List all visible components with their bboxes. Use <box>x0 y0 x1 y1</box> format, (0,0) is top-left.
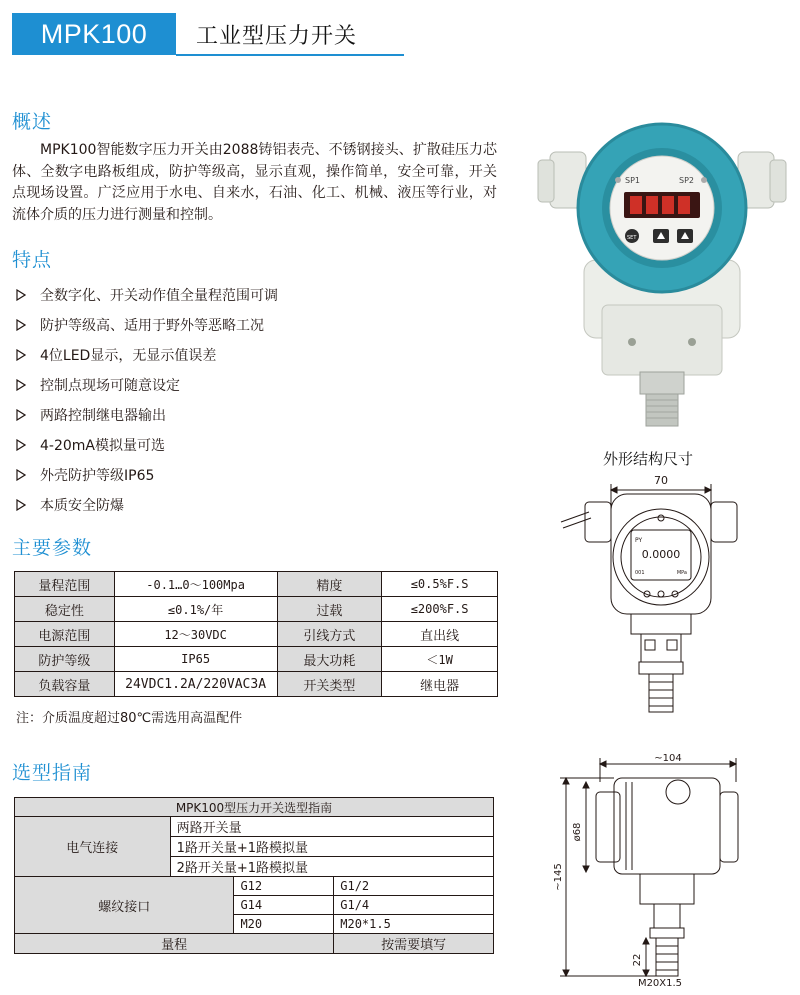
thread-label: 螺纹接口 <box>15 877 234 934</box>
range-value: 按需要填写 <box>334 934 494 954</box>
param-value: ≤200%F.S <box>382 597 498 622</box>
triangle-bullet-icon <box>16 319 28 331</box>
page-title: 工业型压力开关 <box>196 24 358 49</box>
left-gland-cap <box>538 160 554 202</box>
sp1-label: SP1 <box>625 176 640 185</box>
table-row <box>15 817 494 837</box>
param-label: 稳定性 <box>15 597 115 622</box>
right-gland-cap <box>770 160 786 202</box>
electrical-label: 电气连接 <box>15 817 171 877</box>
screw-icon <box>628 338 636 346</box>
model-badge: MPK100 <box>12 13 176 55</box>
electrical-option: 两路开关量 <box>170 817 493 837</box>
param-label: 负载容量 <box>15 672 115 697</box>
feature-item <box>16 370 278 400</box>
thread-code: G12 <box>234 877 334 896</box>
feature-text: 防护等级高、适用于野外等恶略工况 <box>40 318 264 334</box>
param-value: 12～30VDC <box>114 622 277 647</box>
electrical-option: 1路开关量+1路模拟量 <box>170 837 493 857</box>
triangle-bullet-icon <box>16 349 28 361</box>
dimensions-heading: 外形结构尺寸 <box>603 450 694 468</box>
selection-caption: MPK100型压力开关选型指南 <box>15 798 494 817</box>
param-value: ＜1W <box>382 647 498 672</box>
feature-text: 外壳防护等级IP65 <box>40 468 155 484</box>
triangle-bullet-icon <box>16 379 28 391</box>
table-row <box>15 877 494 896</box>
features-list <box>16 280 278 520</box>
param-label: 引线方式 <box>277 622 382 647</box>
temperature-note: 注：介质温度超过80℃需选用高温配件 <box>16 711 243 726</box>
thread-spec-label: M20X1.5 <box>637 978 683 988</box>
electrical-option: 2路开关量+1路模拟量 <box>170 857 493 877</box>
param-label: 防护等级 <box>15 647 115 672</box>
triangle-bullet-icon <box>16 439 28 451</box>
param-value: 继电器 <box>382 672 498 697</box>
feature-text: 控制点现场可随意设定 <box>40 378 180 394</box>
features-heading: 特点 <box>12 249 53 271</box>
width-104-label: ~104 <box>654 753 682 764</box>
thread-spec: M20*1.5 <box>334 915 494 934</box>
feature-text: 两路控制继电器输出 <box>40 408 166 424</box>
table-row <box>15 572 498 597</box>
overview-text: MPK100智能数字压力开关由2088铸铝表壳、不锈钢接头、扩散硅压力芯体、全数字电路板组成，防护等级高，显示直观，操作简单，安全可靠，开关点现场设置。广泛应用于水电、自来水，石油、化工、机械、液压等行业，对流体介质的压力进行测量和控制。 <box>12 142 497 223</box>
param-value: 直出线 <box>382 622 498 647</box>
param-label: 开关类型 <box>277 672 382 697</box>
param-label: 精度 <box>277 572 382 597</box>
triangle-bullet-icon <box>16 409 28 421</box>
table-row <box>15 647 498 672</box>
params-heading: 主要参数 <box>12 537 93 559</box>
param-value: -0.1…0～100Mpa <box>114 572 277 597</box>
set-label: SET <box>627 235 637 241</box>
screen-value: 0.0000 <box>641 548 681 561</box>
screw-icon <box>688 338 696 346</box>
screen-unit-label: MPa <box>676 570 687 576</box>
feature-item <box>16 310 278 340</box>
table-row <box>15 798 494 817</box>
product-photo <box>532 110 794 430</box>
feature-item <box>16 280 278 310</box>
selection-table <box>14 797 494 954</box>
thread-fitting <box>646 394 678 426</box>
screen-py-label: PY <box>635 537 643 544</box>
param-label: 量程范围 <box>15 572 115 597</box>
range-label: 量程 <box>15 934 334 954</box>
hex-fitting <box>640 372 684 394</box>
param-label: 最大功耗 <box>277 647 382 672</box>
param-label: 过载 <box>277 597 382 622</box>
side-dimension-drawing <box>550 752 790 988</box>
thread-spec: G1/2 <box>334 877 494 896</box>
width-70-label: 70 <box>654 474 668 487</box>
selection-heading: 选型指南 <box>12 762 93 784</box>
table-row <box>15 622 498 647</box>
front-dimension-drawing <box>555 472 785 722</box>
param-value: IP65 <box>114 647 277 672</box>
params-table <box>14 571 498 697</box>
triangle-bullet-icon <box>16 469 28 481</box>
feature-item <box>16 460 278 490</box>
table-row <box>15 934 494 954</box>
param-value: ≤0.5%F.S <box>382 572 498 597</box>
table-row <box>15 672 498 697</box>
feature-item <box>16 430 278 460</box>
feature-item <box>16 400 278 430</box>
sp2-label: SP2 <box>679 176 694 185</box>
feature-text: 本质安全防爆 <box>40 498 124 514</box>
param-value: ≤0.1%/年 <box>114 597 277 622</box>
length-22-label: 22 <box>632 953 643 967</box>
triangle-bullet-icon <box>16 289 28 301</box>
feature-item <box>16 490 278 520</box>
param-value: 24VDC1.2A/220VAC3A <box>114 672 277 697</box>
thread-code: G14 <box>234 896 334 915</box>
thread-spec: G1/4 <box>334 896 494 915</box>
diameter-68-label: ø68 <box>572 822 583 842</box>
screen-001-label: 001 <box>635 570 645 576</box>
table-row <box>15 597 498 622</box>
thread-code: M20 <box>234 915 334 934</box>
feature-text: 4-20mA模拟量可选 <box>40 438 165 454</box>
housing-neck <box>602 305 722 375</box>
overview-heading: 概述 <box>12 111 53 133</box>
feature-item <box>16 340 278 370</box>
feature-text: 4位LED显示，无显示值误差 <box>40 348 217 364</box>
feature-text: 全数字化、开关动作值全量程范围可调 <box>40 288 278 304</box>
height-145-label: ~145 <box>553 863 564 891</box>
title-underline <box>176 54 404 56</box>
param-label: 电源范围 <box>15 622 115 647</box>
triangle-bullet-icon <box>16 499 28 511</box>
